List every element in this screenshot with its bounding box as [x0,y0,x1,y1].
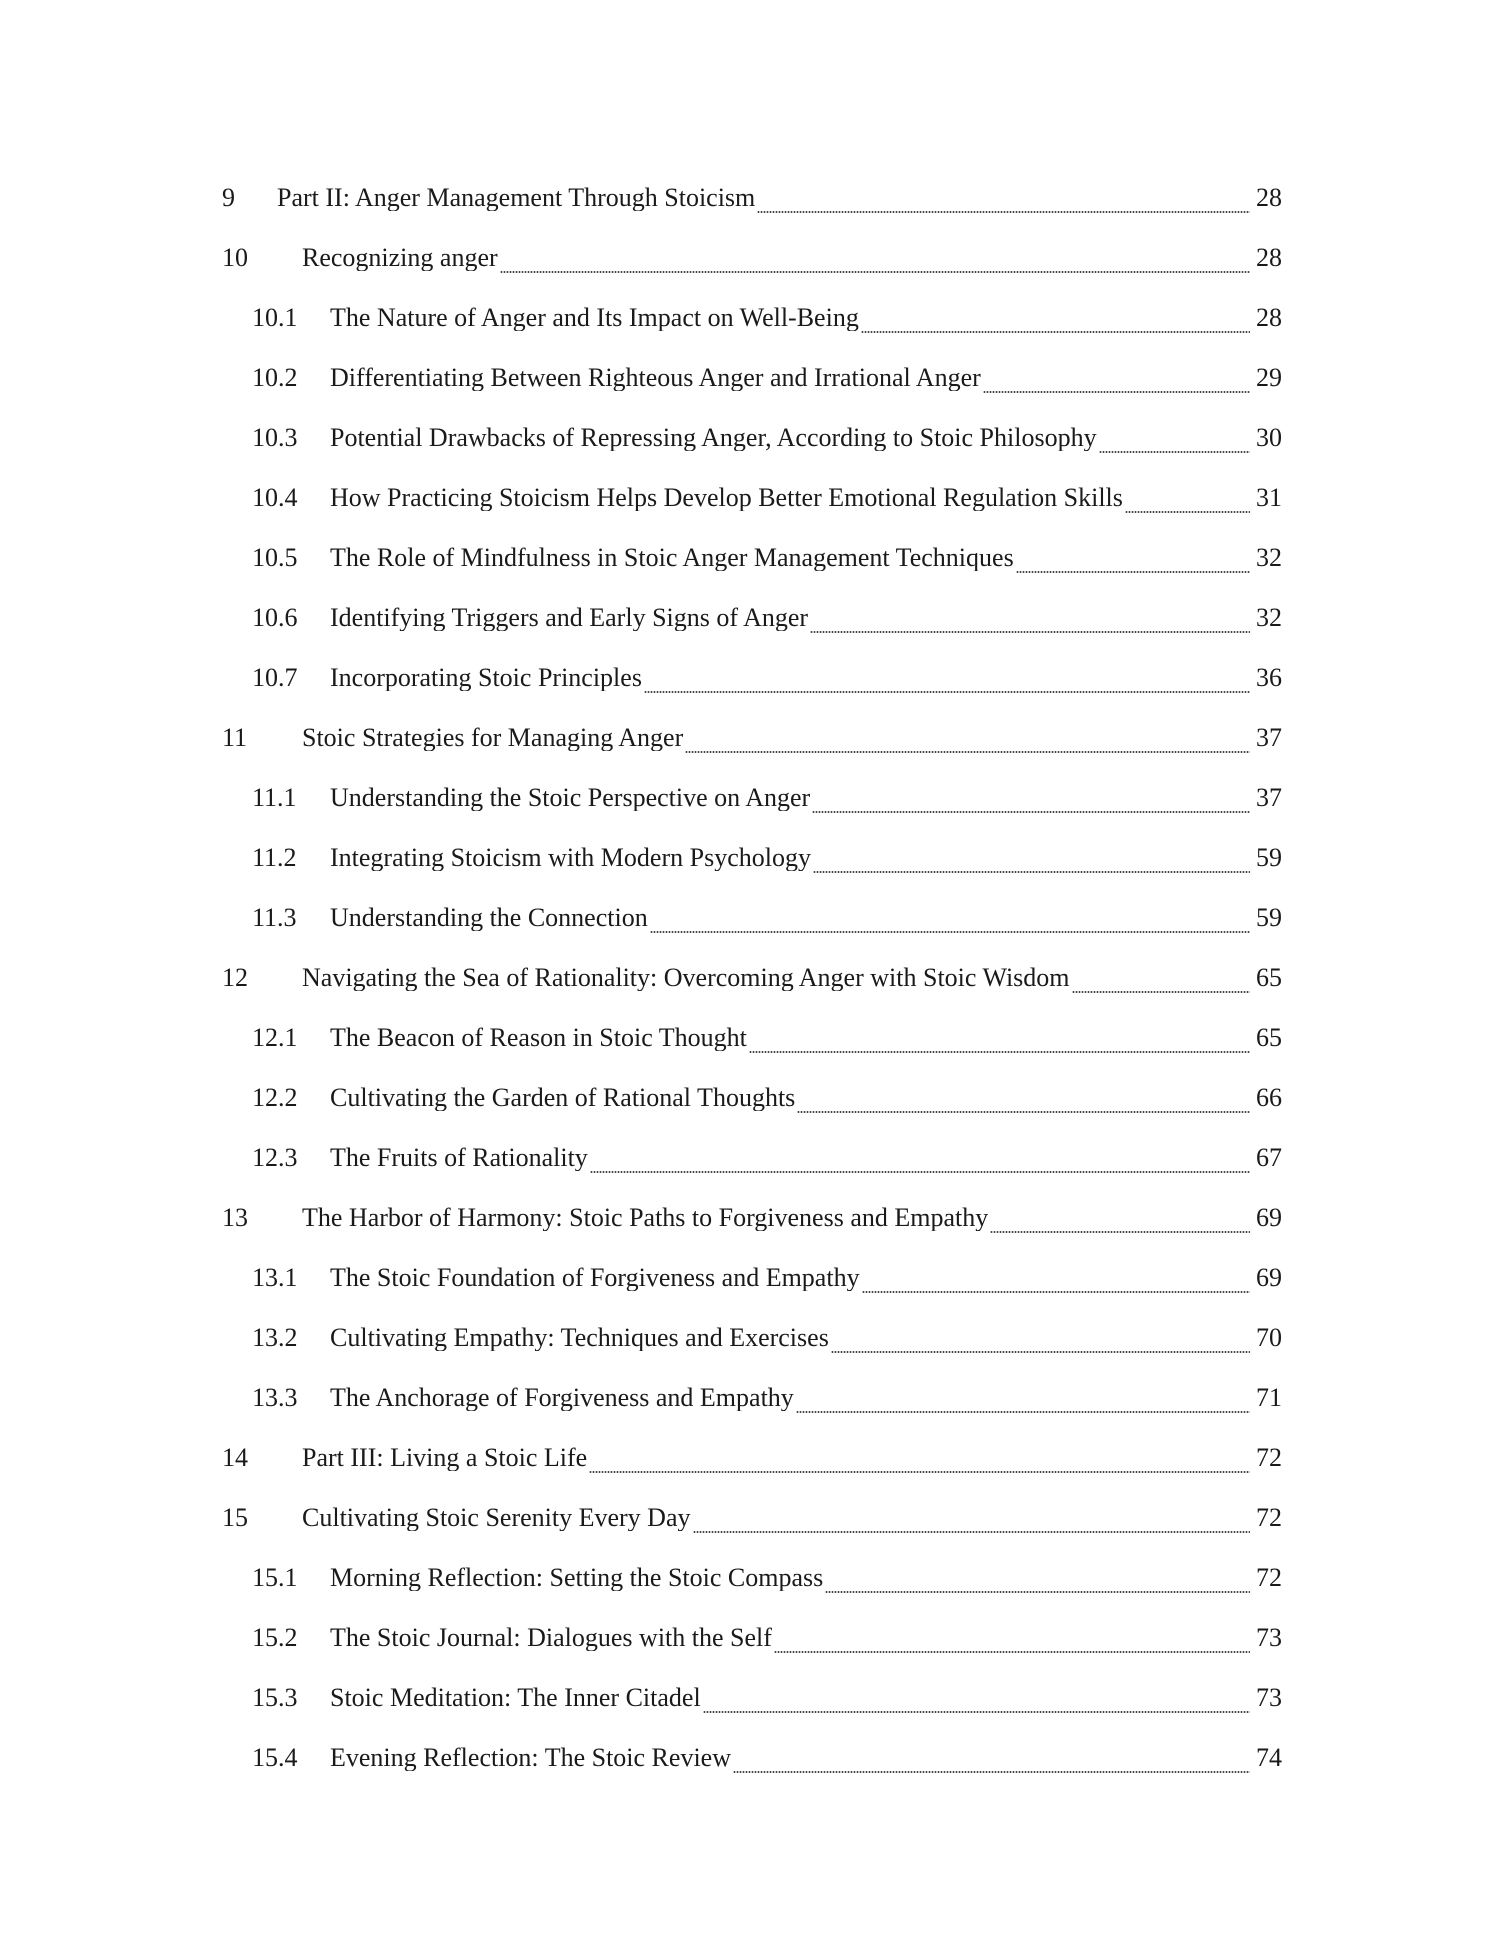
toc-entry-page-number: 66 [1256,1083,1282,1112]
toc-entry-title: Differentiating Between Righteous Anger and Irrational Anger [330,365,981,391]
toc-dot-leader [983,391,1250,393]
toc-dot-leader [500,271,1250,273]
toc-entry-title: Incorporating Stoic Principles [330,665,642,691]
toc-section-entry[interactable] [222,1548,1282,1608]
toc-entry-title: Part II: Anger Management Through Stoicism [277,185,756,211]
toc-section-entry[interactable] [222,888,1282,948]
toc-entry-number: 14 [222,1443,248,1472]
toc-entry-number: 10.1 [252,303,298,332]
toc-dot-leader [831,1351,1250,1353]
toc-section-entry[interactable] [222,828,1282,888]
toc-entry-title: Cultivating Empathy: Techniques and Exercises [330,1325,829,1351]
toc-entry-number: 10.5 [252,543,298,572]
toc-entry-number: 13.1 [252,1263,298,1292]
toc-entry-title: The Beacon of Reason in Stoic Thought [330,1025,747,1051]
toc-entry-page-number: 67 [1256,1143,1282,1172]
toc-entry-title: Understanding the Connection [330,905,648,931]
toc-entry-number: 10.7 [252,663,298,692]
toc-entry-page-number: 37 [1256,783,1282,812]
toc-entry-title: The Anchorage of Forgiveness and Empathy [330,1385,794,1411]
toc-entry-number: 11.1 [252,783,297,812]
toc-entry-title: Recognizing anger [302,245,498,271]
toc-entry-page-number: 59 [1256,843,1282,872]
toc-entry-page-number: 28 [1256,303,1282,332]
toc-section-entry[interactable] [222,1728,1282,1788]
toc-entry-page-number: 31 [1256,483,1282,512]
toc-entry-title: Navigating the Sea of Rationality: Overcoming Anger with Stoic Wisdom [302,965,1070,991]
toc-entry-page-number: 72 [1256,1503,1282,1532]
toc-chapter-entry[interactable] [222,168,1282,228]
toc-entry-number: 12 [222,963,248,992]
toc-dot-leader [861,331,1250,333]
toc-entry-title: Evening Reflection: The Stoic Review [330,1745,731,1771]
toc-entry-page-number: 29 [1256,363,1282,392]
toc-entry-title: Integrating Stoicism with Modern Psychology [330,845,811,871]
toc-entry-page-number: 70 [1256,1323,1282,1352]
toc-entry-number: 11.2 [252,843,297,872]
toc-entry-title: Cultivating the Garden of Rational Thoughts [330,1085,796,1111]
toc-dot-leader [810,631,1250,633]
toc-entry-title: The Nature of Anger and Its Impact on Well-Being [330,305,859,331]
toc-entry-page-number: 72 [1256,1563,1282,1592]
toc-entry-number: 10.2 [252,363,298,392]
toc-section-entry[interactable] [222,1668,1282,1728]
toc-dot-leader [685,751,1250,753]
toc-section-entry[interactable] [222,1248,1282,1308]
toc-entry-page-number: 65 [1256,963,1282,992]
table-of-contents [222,168,1282,1788]
toc-entry-number: 12.3 [252,1143,298,1172]
toc-entry-title: Stoic Strategies for Managing Anger [302,725,684,751]
toc-chapter-entry[interactable] [222,1488,1282,1548]
toc-dot-leader [990,1231,1250,1233]
toc-chapter-entry[interactable] [222,228,1282,288]
toc-entry-title: Potential Drawbacks of Repressing Anger, According to Stoic Philosophy [330,425,1097,451]
toc-section-entry[interactable] [222,1368,1282,1428]
toc-dot-leader [650,931,1250,933]
toc-entry-page-number: 69 [1256,1203,1282,1232]
toc-entry-page-number: 36 [1256,663,1282,692]
toc-entry-page-number: 37 [1256,723,1282,752]
toc-entry-title: The Harbor of Harmony: Stoic Paths to Forgiveness and Empathy [302,1205,989,1231]
toc-entry-page-number: 59 [1256,903,1282,932]
toc-entry-page-number: 73 [1256,1623,1282,1652]
toc-dot-leader [590,1171,1250,1173]
toc-entry-title: Part III: Living a Stoic Life [302,1445,588,1471]
toc-entry-title: Stoic Meditation: The Inner Citadel [330,1685,701,1711]
toc-section-entry[interactable] [222,1608,1282,1668]
toc-dot-leader [693,1531,1251,1533]
toc-entry-number: 15.3 [252,1683,298,1712]
toc-dot-leader [757,211,1250,213]
toc-entry-page-number: 28 [1256,243,1282,272]
toc-entry-title: The Role of Mindfulness in Stoic Anger Management Techniques [330,545,1014,571]
toc-dot-leader [589,1471,1250,1473]
toc-dot-leader [644,691,1250,693]
toc-entry-title: Identifying Triggers and Early Signs of Anger [330,605,809,631]
toc-dot-leader [703,1711,1250,1713]
toc-dot-leader [733,1771,1250,1773]
toc-entry-title: The Stoic Foundation of Forgiveness and Empathy [330,1265,860,1291]
toc-entry-page-number: 32 [1256,543,1282,572]
toc-entry-number: 10.6 [252,603,298,632]
toc-entry-page-number: 30 [1256,423,1282,452]
toc-entry-title: The Fruits of Rationality [330,1145,588,1171]
toc-section-entry[interactable] [222,1308,1282,1368]
toc-dot-leader [1016,571,1250,573]
toc-entry-number: 15 [222,1503,248,1532]
toc-entry-title: Morning Reflection: Setting the Stoic Compass [330,1565,824,1591]
toc-entry-page-number: 28 [1256,183,1282,212]
toc-section-entry[interactable] [222,1008,1282,1068]
toc-entry-number: 10.3 [252,423,298,452]
toc-entry-number: 13 [222,1203,248,1232]
toc-dot-leader [797,1111,1250,1113]
toc-section-entry[interactable] [222,768,1282,828]
toc-entry-number: 13.2 [252,1323,298,1352]
toc-entry-title: Cultivating Stoic Serenity Every Day [302,1505,691,1531]
toc-dot-leader [1125,511,1250,513]
toc-section-entry[interactable] [222,408,1282,468]
toc-entry-number: 15.2 [252,1623,298,1652]
toc-dot-leader [796,1411,1250,1413]
toc-chapter-entry[interactable] [222,1428,1282,1488]
toc-section-entry[interactable] [222,588,1282,648]
toc-section-entry[interactable] [222,348,1282,408]
toc-entry-title: How Practicing Stoicism Helps Develop Better Emotional Regulation Skills [330,485,1123,511]
toc-chapter-entry[interactable] [222,948,1282,1008]
toc-entry-page-number: 73 [1256,1683,1282,1712]
toc-entry-page-number: 74 [1256,1743,1282,1772]
toc-entry-page-number: 72 [1256,1443,1282,1472]
toc-entry-page-number: 65 [1256,1023,1282,1052]
toc-section-entry[interactable] [222,1068,1282,1128]
toc-entry-number: 11.3 [252,903,297,932]
toc-entry-number: 10 [222,243,248,272]
toc-entry-page-number: 69 [1256,1263,1282,1292]
toc-entry-title: The Stoic Journal: Dialogues with the Self [330,1625,772,1651]
toc-entry-number: 12.1 [252,1023,298,1052]
toc-entry-number: 15.1 [252,1563,298,1592]
toc-dot-leader [862,1291,1250,1293]
toc-entry-number: 11 [222,723,248,752]
toc-entry-number: 12.2 [252,1083,298,1112]
toc-dot-leader [813,871,1250,873]
toc-entry-title: Understanding the Stoic Perspective on Anger [330,785,811,811]
toc-dot-leader [774,1651,1250,1653]
toc-chapter-entry[interactable] [222,1188,1282,1248]
toc-section-entry[interactable] [222,1128,1282,1188]
toc-dot-leader [1072,991,1250,993]
toc-entry-number: 13.3 [252,1383,298,1412]
toc-dot-leader [1099,451,1250,453]
toc-section-entry[interactable] [222,288,1282,348]
toc-dot-leader [825,1591,1250,1593]
toc-section-entry[interactable] [222,468,1282,528]
toc-chapter-entry[interactable] [222,708,1282,768]
toc-entry-number: 15.4 [252,1743,298,1772]
toc-section-entry[interactable] [222,648,1282,708]
toc-section-entry[interactable] [222,528,1282,588]
toc-entry-page-number: 71 [1256,1383,1282,1412]
toc-dot-leader [812,811,1250,813]
toc-entry-number: 9 [222,183,235,212]
toc-entry-number: 10.4 [252,483,298,512]
toc-dot-leader [749,1051,1250,1053]
toc-entry-page-number: 32 [1256,603,1282,632]
